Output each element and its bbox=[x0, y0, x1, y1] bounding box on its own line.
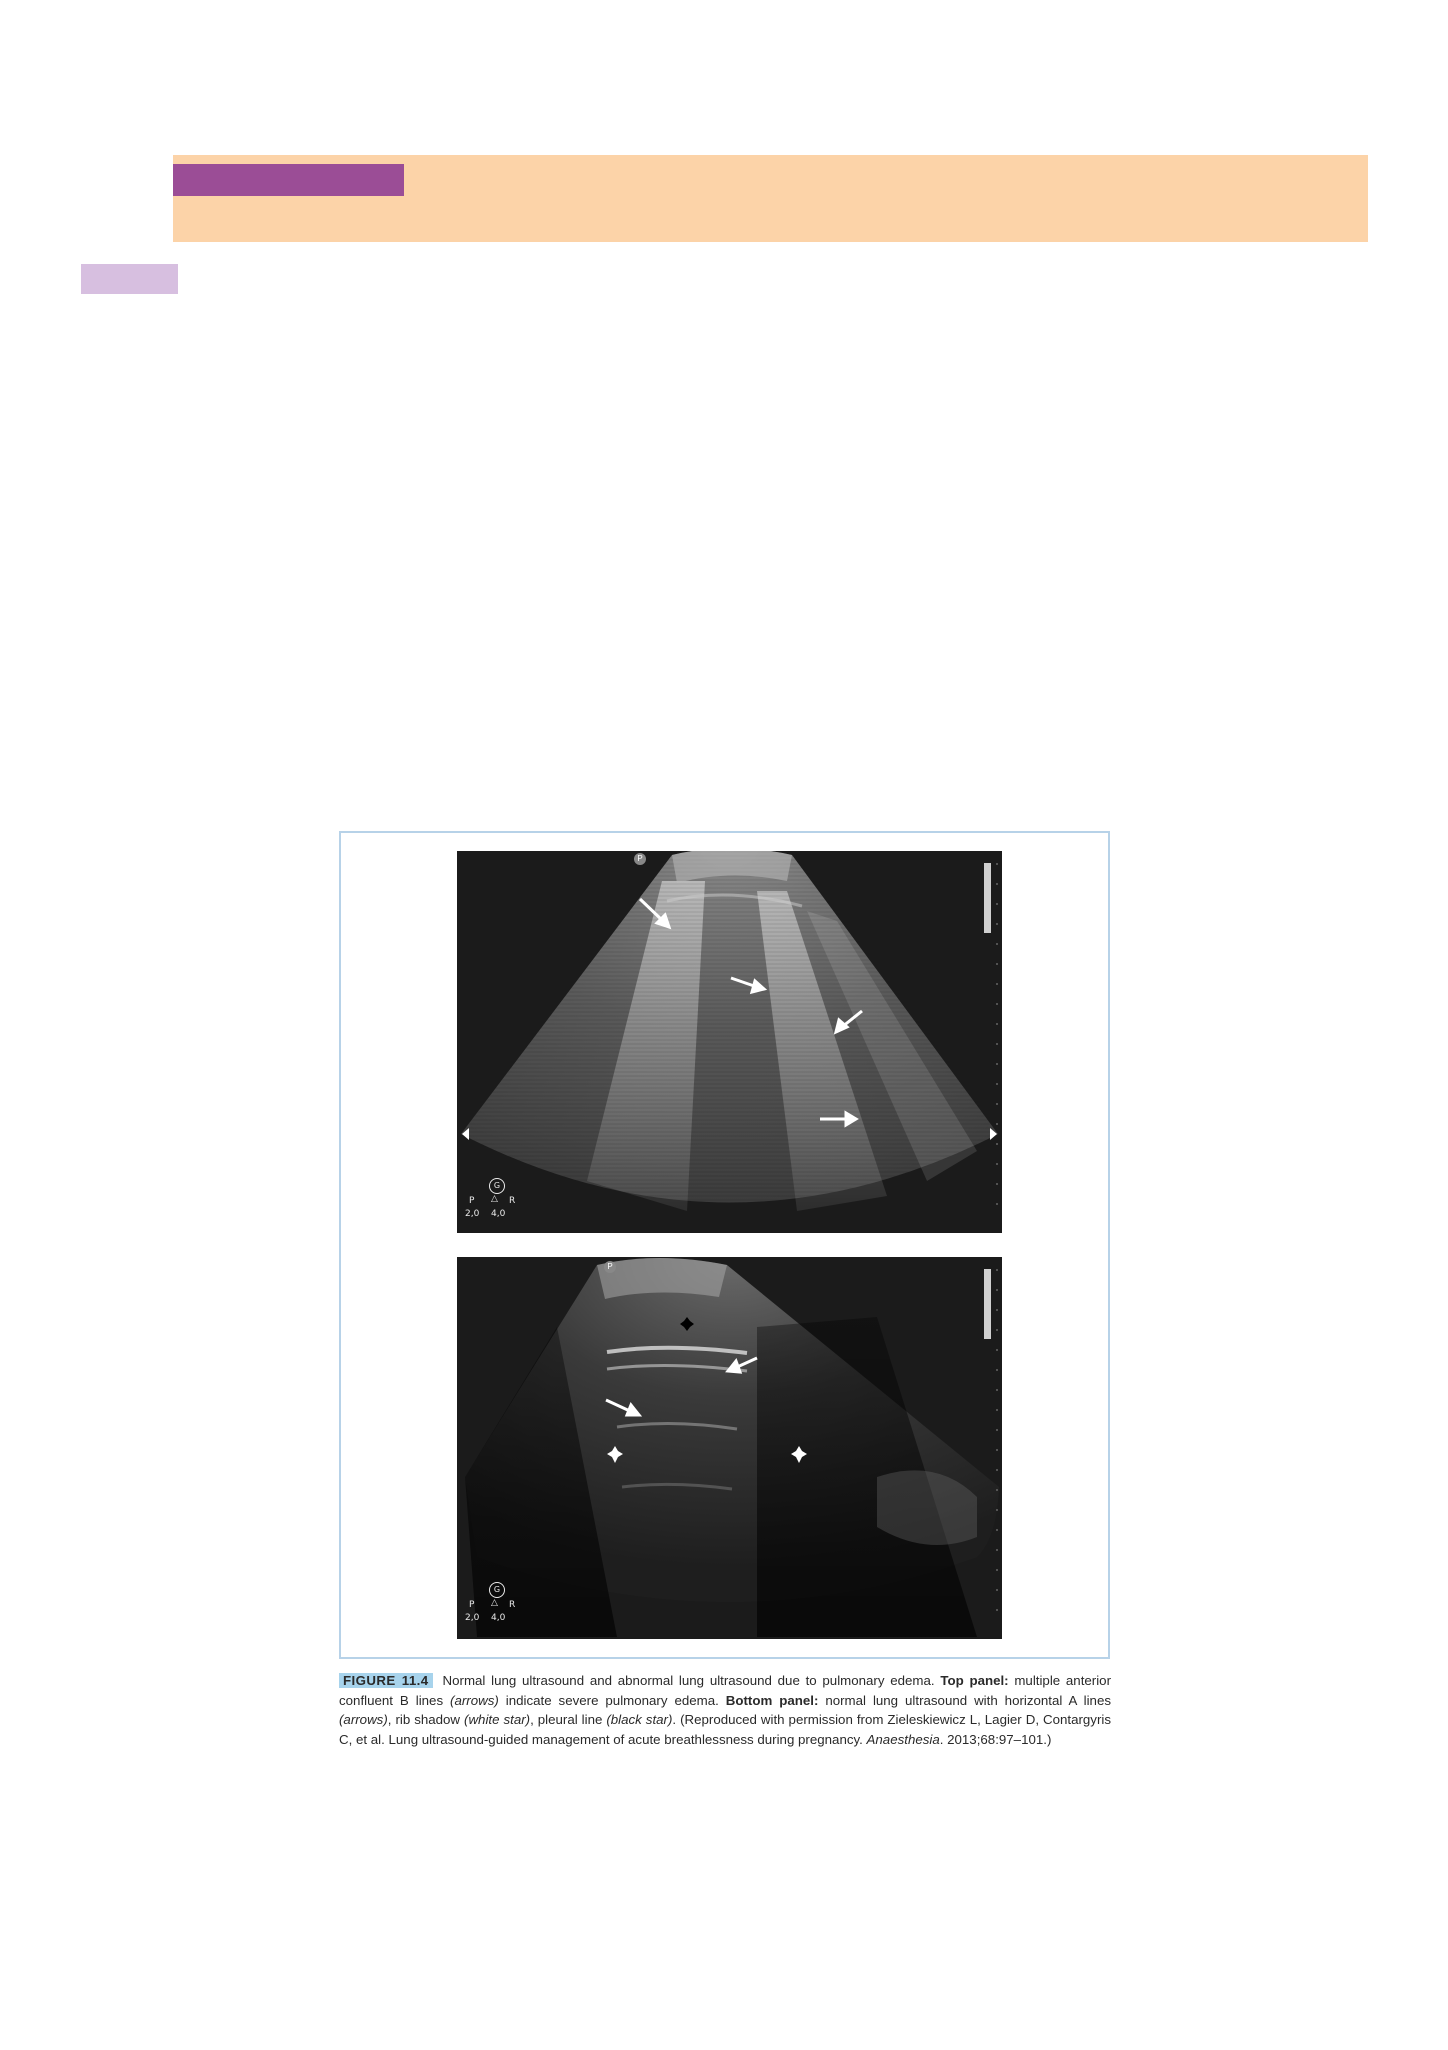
probe-marker: P bbox=[604, 1261, 616, 1273]
scale-bar bbox=[984, 1269, 997, 1627]
ultrasound-top-panel bbox=[457, 851, 1002, 1233]
ultrasound-bottom-panel bbox=[457, 1257, 1002, 1639]
figure-frame bbox=[339, 831, 1110, 1659]
chapter-header-tab bbox=[173, 164, 404, 196]
ultrasound-bottom-image bbox=[457, 1257, 1002, 1639]
orientation-legend: G P △ R 2,0 4,0 bbox=[461, 1178, 521, 1228]
figure-label: FIGURE 11.4 bbox=[339, 1673, 433, 1688]
probe-marker: P bbox=[634, 853, 646, 865]
side-section-tab bbox=[81, 264, 178, 294]
ultrasound-top-image bbox=[457, 851, 1002, 1233]
orientation-legend: G P △ R 2,0 4,0 bbox=[461, 1582, 521, 1632]
figure-caption: FIGURE 11.4 Normal lung ultrasound and abnormal lung ultrasound due to pulmonary edema. Top panel: multiple anterior confluent B lines (arrows) indicate severe pulmonary edema. Bottom panel: normal lung ultrasound with horizontal A lines (arrows), rib shadow (white star), pleural line (black star). (Reproduced with permission from Zieleskiewicz L, Lagier D, Contargyris C, et al. Lung ultrasound-guided management of acute breathlessness during pregnancy. Anaesthesia. 2013;68:97–101.) bbox=[339, 1673, 1111, 1747]
scale-bar bbox=[984, 863, 997, 1221]
